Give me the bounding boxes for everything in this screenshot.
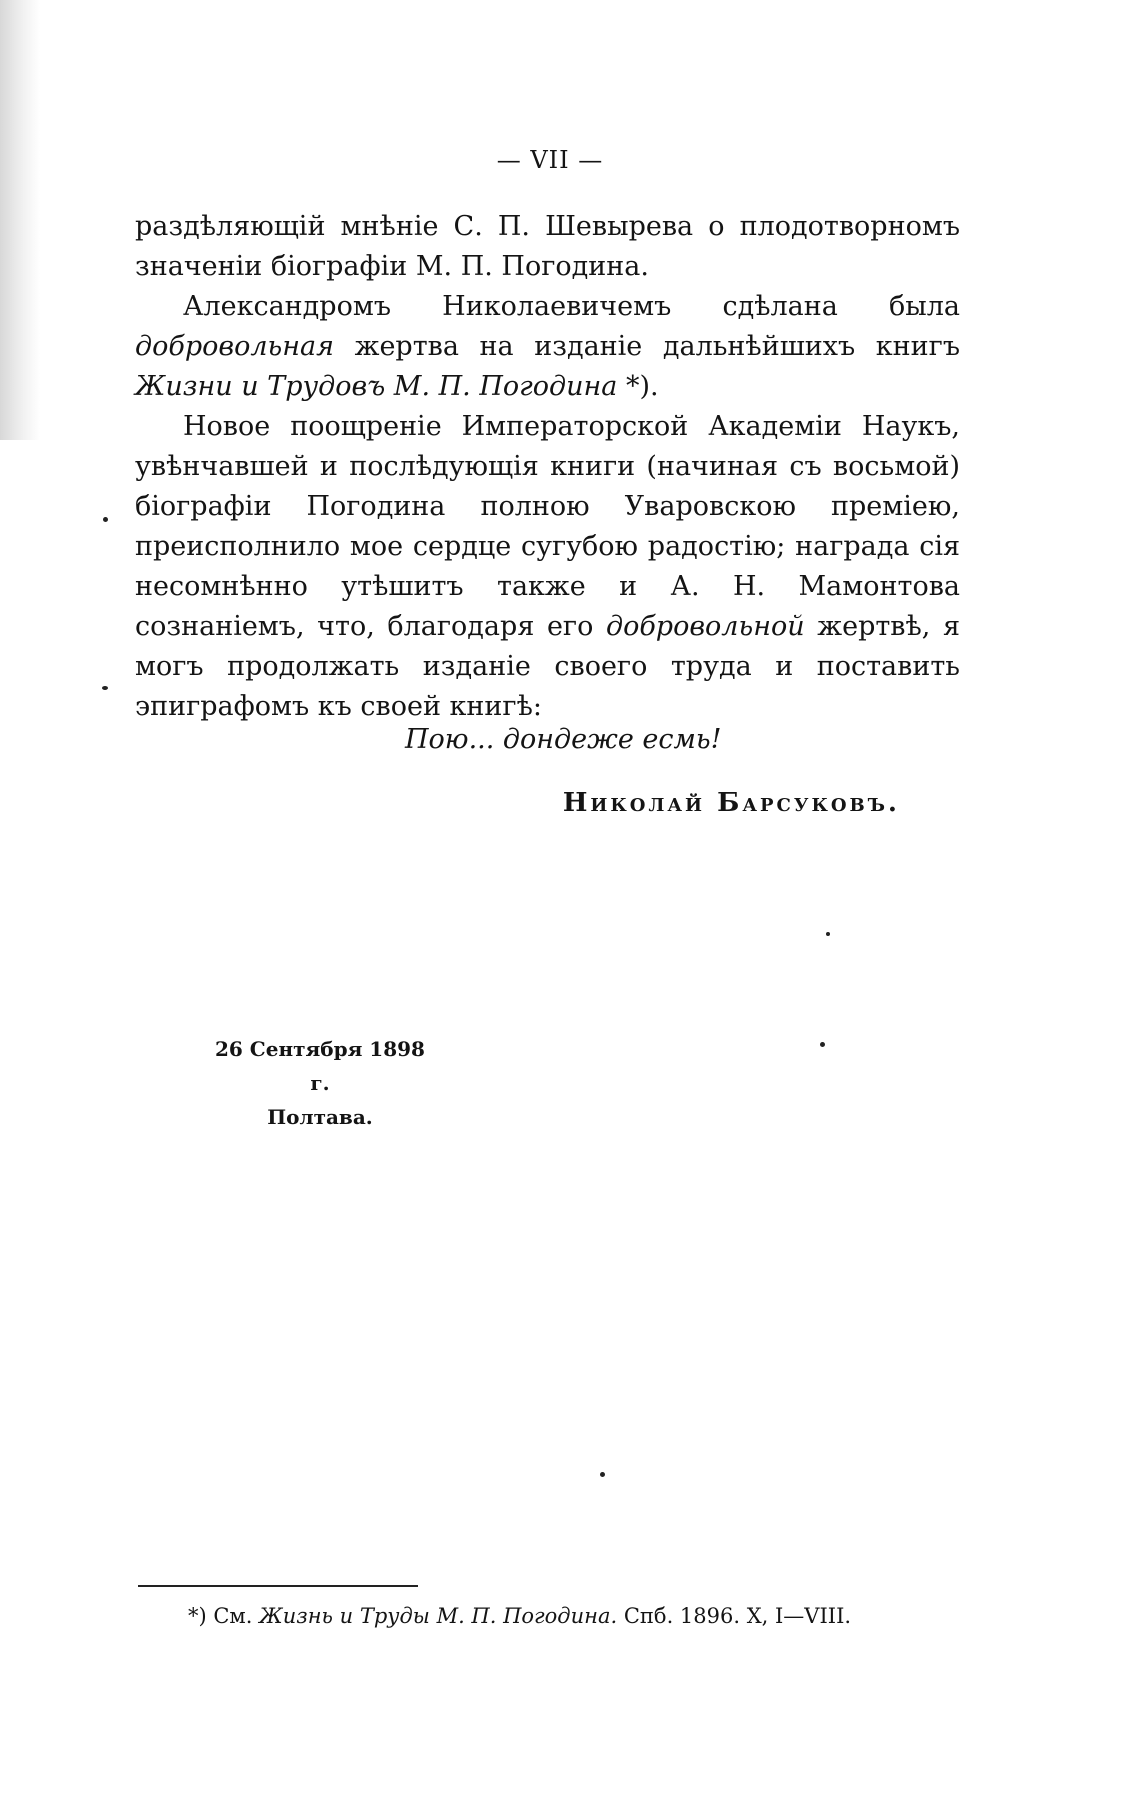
footnote-rule xyxy=(138,1585,418,1587)
dateline xyxy=(205,1032,435,1134)
footnote xyxy=(188,1604,851,1628)
print-speck xyxy=(102,686,108,690)
date: 26 Сентября 1898 г. xyxy=(215,1037,425,1095)
epigraph: Пою... дондеже есмь! xyxy=(405,724,722,755)
print-speck xyxy=(826,932,830,936)
body-text xyxy=(135,207,960,727)
paragraph-3: Новое поощреніе Императорской Академіи Наукъ, увѣнчавшей и послѣдующія книги (начиная съ восьмой) біографіи Погодина полною Уваровскою преміею, преисполнило мое сердце сугубою радостію; награда сія несомнѣнно утѣшитъ также и А. Н. Мамонтова сознаніемъ, что, благодаря его добровольной жертвѣ, я могъ продолжать изданіе своего труда и поставить эпиграфомъ къ своей книгѣ: xyxy=(135,411,960,722)
print-speck xyxy=(103,517,108,522)
footnote-marker: *) См. xyxy=(188,1604,253,1628)
paragraph-1: раздѣляющій мнѣніе С. П. Шевырева о плодотворномъ значеніи біографіи М. П. Погодина. xyxy=(135,211,960,282)
place: Полтава. xyxy=(267,1105,373,1129)
footnote-rest: Спб. 1896. X, I—VIII. xyxy=(623,1604,852,1628)
author-signature: Николай Барсуковъ. xyxy=(562,788,900,818)
print-speck xyxy=(600,1472,605,1477)
footnote-title: Жизнь и Труды М. П. Погодина. xyxy=(259,1604,618,1628)
page-edge-shadow xyxy=(0,0,40,440)
paragraph-2: Александромъ Николаевичемъ сдѣлана была добровольная жертва на изданіе дальнѣйшихъ книгъ Жизни и Трудовъ М. П. Погодина *). xyxy=(135,291,960,402)
print-speck xyxy=(820,1042,825,1047)
page-number: — VII — xyxy=(496,146,604,174)
